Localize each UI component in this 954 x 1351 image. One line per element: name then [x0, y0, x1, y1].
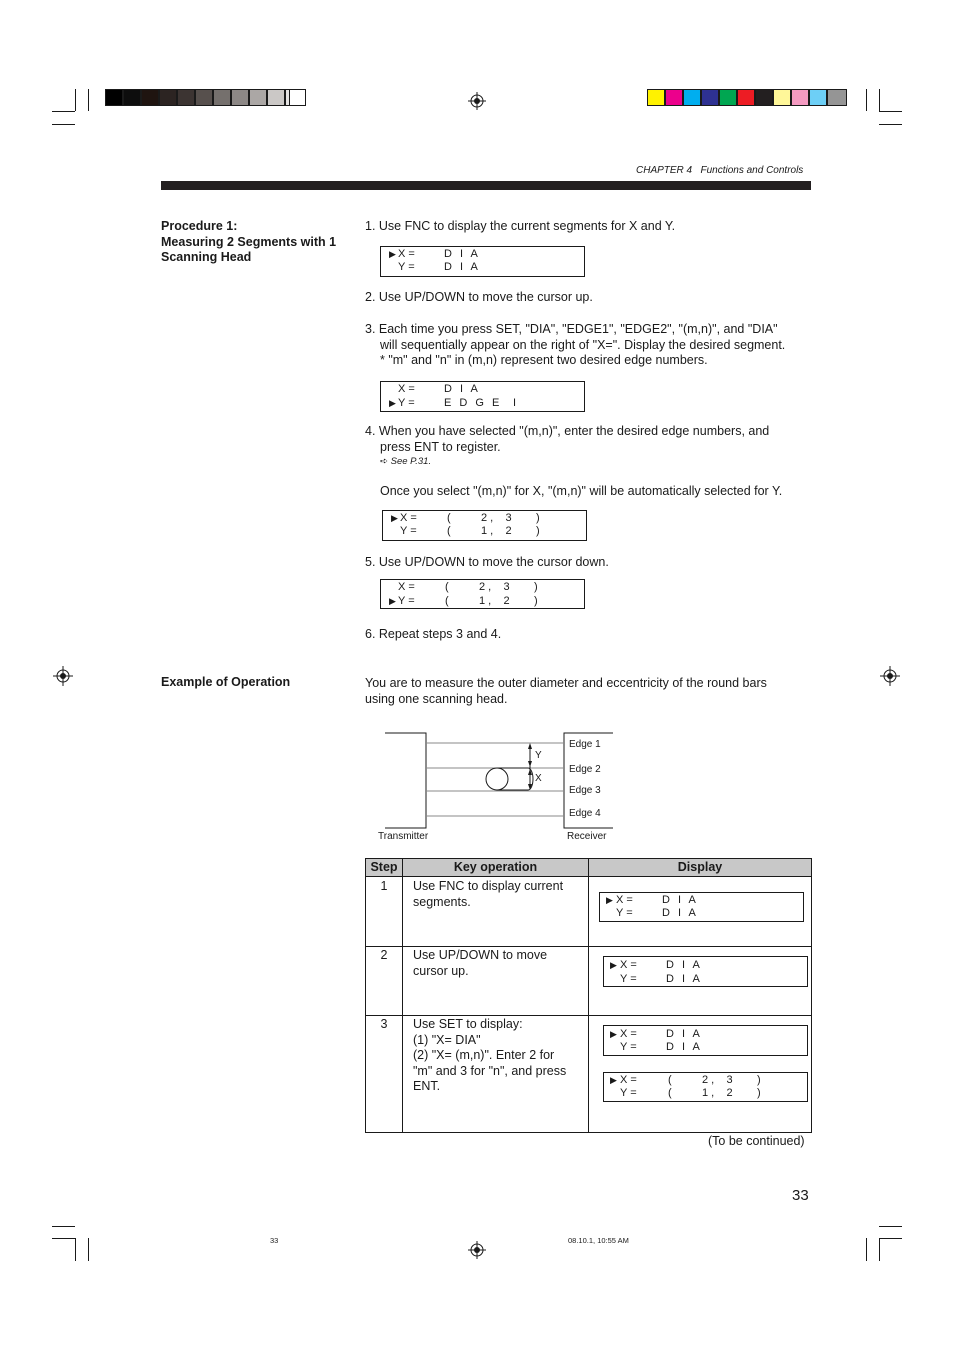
lcd-x-value: D I A: [444, 248, 481, 260]
cursor-arrow-icon: ▶: [610, 1029, 617, 1039]
edge-3-label: Edge 3: [569, 785, 601, 796]
step-5-text: 5. Use UP/DOWN to move the cursor down.: [365, 555, 609, 569]
footer-timestamp: 08.10.1, 10:55 AM: [568, 1236, 629, 1245]
registration-mark-top: [468, 92, 486, 110]
table-header-step: Step: [366, 859, 403, 877]
chapter-title: Functions and Controls: [700, 165, 804, 176]
lcd-y-pair: 1 , 2: [479, 595, 510, 607]
transmitter-label: Transmitter: [378, 831, 429, 842]
example-title: Example of Operation: [161, 675, 291, 689]
lcd-y-value: D I A: [662, 907, 699, 919]
cursor-arrow-icon: ▶: [606, 895, 613, 905]
lcd-x-pair: 2 , 3: [479, 581, 510, 593]
footer-page: 33: [270, 1236, 279, 1245]
lcd-display-row3a: [603, 1025, 808, 1056]
step-3-line: 3. Each time you press SET, "DIA", "EDGE1", "EDGE2", "(m,n)", and "DIA": [365, 322, 778, 336]
example-description-line: You are to measure the outer diameter and eccentricity of the round bars: [365, 676, 767, 690]
registration-mark-bottom: [468, 1241, 486, 1259]
lcd-x-label: X =: [616, 894, 633, 906]
lcd-x-label: X =: [398, 383, 415, 395]
step-3-text: [365, 322, 785, 369]
see-reference-text: See P.31.: [390, 456, 432, 467]
edge-1-label: Edge 1: [569, 739, 601, 750]
lcd-x-pair: 2 , 3: [702, 1074, 733, 1086]
step-3-line: will sequentially appear on the right of "X=". Display the desired segment.: [380, 337, 786, 352]
procedure-title-line: Scanning Head: [161, 250, 252, 264]
lcd-x-value: D I A: [666, 959, 703, 971]
auto-select-note: Once you select "(m,n)" for X, "(m,n)" will be automatically selected for Y.: [380, 484, 783, 498]
key-operation-text: Use FNC to display current segments.: [413, 879, 564, 909]
lcd-y-label: Y =: [398, 397, 415, 409]
lcd-x-label: X =: [398, 581, 415, 593]
row-divider: [366, 1015, 811, 1016]
row-divider: [366, 946, 811, 947]
step-1-text: 1. Use FNC to display the current segments for X and Y.: [365, 219, 676, 233]
lcd-y-label: Y =: [398, 261, 415, 273]
lcd-close-paren: ): [534, 595, 538, 607]
lcd-y-value: D I A: [666, 1041, 703, 1053]
step-4-line: 4. When you have selected "(m,n)", enter the desired edge numbers, and: [365, 424, 770, 438]
procedure-title-line: Measuring 2 Segments with 1: [161, 234, 337, 249]
lcd-open-paren: (: [445, 581, 449, 593]
cursor-arrow-icon: ▶: [610, 1075, 617, 1085]
lcd-y-pair: 1 , 2: [481, 525, 512, 537]
chapter-header: [636, 165, 803, 176]
step-4-text: [365, 424, 769, 455]
lcd-display-step4: [382, 510, 587, 541]
cursor-arrow-icon: ▶: [389, 596, 396, 606]
lcd-y-value: D I A: [444, 261, 481, 273]
edge-4-label: Edge 4: [569, 808, 601, 819]
transmitter-unit: [385, 733, 426, 828]
lcd-close-paren: ): [536, 525, 540, 537]
lcd-open-paren: (: [445, 595, 449, 607]
round-bar: [486, 768, 533, 790]
cursor-arrow-icon: ▶: [389, 249, 396, 259]
lcd-x-value: D I A: [666, 1028, 703, 1040]
header-bar: [161, 181, 811, 190]
lcd-open-paren: (: [447, 525, 451, 537]
lcd-y-label: Y =: [400, 525, 417, 537]
step-6-text: 6. Repeat steps 3 and 4.: [365, 627, 502, 641]
lcd-close-paren: ): [757, 1074, 761, 1086]
example-description: [365, 676, 767, 707]
lcd-x-label: X =: [398, 248, 415, 260]
lcd-display-step1: [380, 246, 585, 277]
y-segment-label: Y: [535, 750, 542, 761]
edge-2-label: Edge 2: [569, 764, 601, 775]
lcd-x-label: X =: [620, 1028, 637, 1040]
x-segment-label: X: [535, 773, 542, 784]
column-divider: [588, 877, 589, 1132]
lcd-display-row2: [603, 956, 808, 987]
lcd-y-label: Y =: [398, 595, 415, 607]
operation-table: [365, 858, 812, 1133]
lcd-close-paren: ): [536, 512, 540, 524]
chapter-number: CHAPTER 4: [636, 165, 693, 176]
lcd-y-label: Y =: [620, 973, 637, 985]
lcd-display-row1: [599, 892, 804, 922]
lcd-x-label: X =: [400, 512, 417, 524]
key-operation-text: Use SET to display: (1) "X= DIA" (2) "X= (m,n)". Enter 2 for "m" and 3 for "n", and press ENT.: [413, 1017, 567, 1093]
lcd-open-paren: (: [447, 512, 451, 524]
lcd-display-row3b: [603, 1072, 808, 1102]
lcd-close-paren: ): [534, 581, 538, 593]
receiver-label: Receiver: [567, 831, 607, 842]
step-4-line: press ENT to register.: [380, 439, 501, 454]
cursor-arrow-icon: ▶: [389, 398, 396, 408]
lcd-y-label: Y =: [620, 1041, 637, 1053]
step-3-note: * "m" and "n" in (m,n) represent two desired edge numbers.: [380, 353, 708, 367]
lcd-y-value: E D G E I: [444, 397, 519, 409]
procedure-title-line: Procedure 1:: [161, 219, 238, 233]
lcd-x-label: X =: [620, 1074, 637, 1086]
lcd-display-step3: [380, 381, 585, 412]
step-number: 2: [380, 948, 388, 962]
page-number: 33: [792, 1187, 809, 1204]
cursor-arrow-icon: ▶: [610, 960, 617, 970]
registration-mark-right: [880, 666, 900, 686]
lcd-close-paren: ): [757, 1087, 761, 1099]
lcd-x-value: D I A: [444, 383, 481, 395]
example-description-line: using one scanning head.: [365, 691, 508, 706]
lcd-y-pair: 1 , 2: [702, 1087, 733, 1099]
lcd-y-value: D I A: [666, 973, 703, 985]
cursor-arrow-icon: ▶: [391, 513, 398, 523]
lcd-y-label: Y =: [620, 1087, 637, 1099]
table-header-key-operation: Key operation: [403, 859, 589, 877]
see-reference: [380, 456, 431, 467]
lcd-x-pair: 2 , 3: [481, 512, 512, 524]
lcd-x-value: D I A: [662, 894, 699, 906]
lcd-y-label: Y =: [616, 907, 633, 919]
lcd-x-label: X =: [620, 959, 637, 971]
reference-arrow-icon: ➪: [380, 456, 388, 467]
lcd-open-paren: (: [668, 1087, 672, 1099]
registration-mark-left: [53, 666, 73, 686]
step-number: 1: [380, 879, 388, 893]
key-operation-text: Use UP/DOWN to move cursor up.: [413, 948, 548, 978]
step-2-text: 2. Use UP/DOWN to move the cursor up.: [365, 290, 593, 304]
to-be-continued: (To be continued): [708, 1134, 805, 1148]
lcd-open-paren: (: [668, 1074, 672, 1086]
step-number: 3: [380, 1017, 388, 1031]
procedure-title: [161, 219, 336, 266]
table-header-display: Display: [589, 859, 811, 877]
segment-arrows: [528, 743, 532, 790]
column-divider: [402, 877, 403, 1132]
lcd-display-step5: [380, 579, 585, 609]
